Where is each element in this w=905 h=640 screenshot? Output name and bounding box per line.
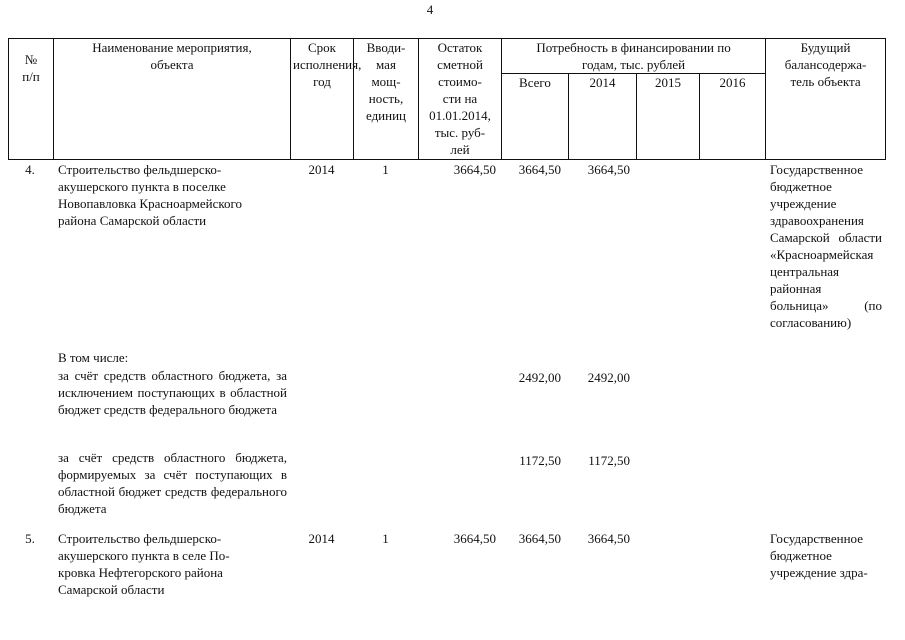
row-4-total: 3664,50 [518, 162, 561, 177]
header-capacity: Вводи- мая мощ- ность, единиц [354, 39, 419, 160]
row-5-holder: Государственное бюджетное учреждение здра- [770, 531, 868, 580]
header-name: Наименование мероприятия, объекта [54, 39, 291, 160]
row-4-num: 4. [25, 162, 35, 177]
subitems-title: В том числе: [58, 350, 129, 365]
header-2016: 2016 [700, 74, 766, 160]
row-5-term: 2014 [308, 531, 335, 546]
subitem-2-text: за счёт средств областного бюджета, формируемых за счёт поступающих в областной бюджет средств федерального бюджета [58, 450, 287, 516]
header-2014: 2014 [569, 74, 637, 160]
header-balance: Остаток сметной стоимо- сти на 01.01.2014, тыс. руб- лей [419, 39, 502, 160]
row-5-2014: 3664,50 [587, 531, 630, 546]
row-4-2014: 3664,50 [587, 162, 630, 177]
subitem-2-total: 1172,50 [519, 453, 561, 468]
header-total: Всего [502, 74, 569, 160]
row-4-name: Строительство фельдшерско- акушерского пункта в поселке Новопавловка Красноармейского района Самарской области [58, 162, 243, 228]
row-4-balance: 3664,50 [453, 162, 496, 177]
subitem-2-2014: 1172,50 [588, 453, 630, 468]
subitem-1-total: 2492,00 [518, 370, 561, 385]
row-4-term: 2014 [308, 162, 335, 177]
row-5-num: 5. [25, 531, 35, 546]
header-need: Потребность в финансировании по годам, тыс. рублей [502, 39, 766, 74]
row-4-capacity: 1 [382, 162, 389, 177]
row-4-holder: Государственное бюджетное учреждение здравоохранения Самарской области «Красноармейская центральная районная больница» (по согласованию) [770, 162, 882, 330]
subitem-1-2014: 2492,00 [587, 370, 630, 385]
subitem-1-text: за счёт средств областного бюджета, за исключением поступающих в областной бюджет средств федерального бюджета [58, 368, 287, 417]
page-number: 4 [426, 2, 434, 17]
row-5-balance: 3664,50 [453, 531, 496, 546]
header-term: Срок исполнения, год [291, 39, 354, 160]
header-num: № п/п [9, 39, 54, 160]
row-5-name: Строительство фельдшерско- акушерского пункта в селе По- кровка Нефтегорского района Самарской области [58, 531, 230, 597]
row-5-total: 3664,50 [518, 531, 561, 546]
header-holder: Будущий балансодержа- тель объекта [766, 39, 886, 160]
header-table [8, 38, 886, 160]
row-5-capacity: 1 [382, 531, 389, 546]
header-2015: 2015 [637, 74, 700, 160]
